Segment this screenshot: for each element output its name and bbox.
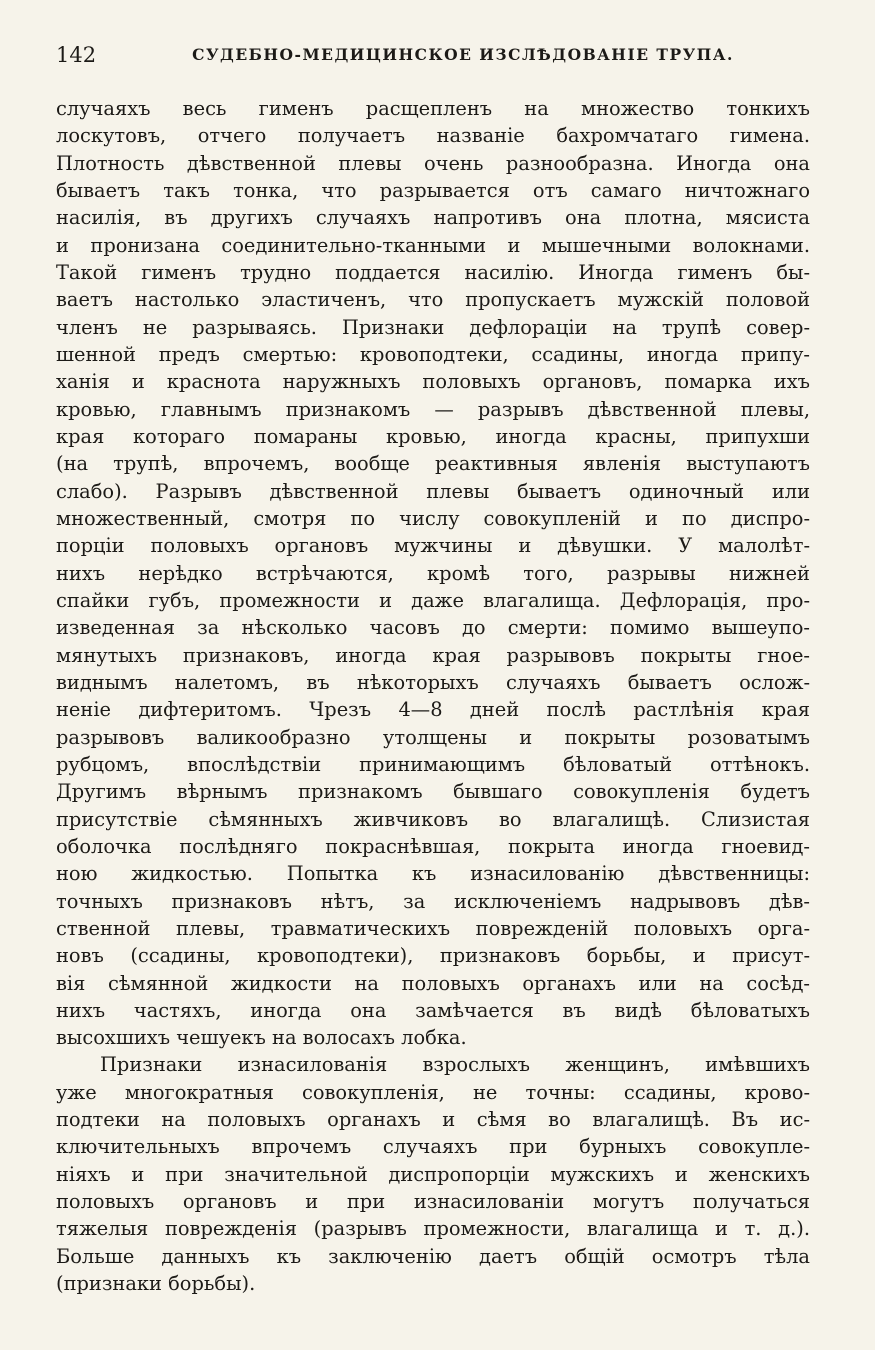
text-line: присутствіе сѣмянныхъ живчиковъ во влагалищѣ. Слизистая [56, 807, 810, 831]
text-line: насилія, въ другихъ случаяхъ напротивъ она плотна, мясиста [56, 206, 810, 230]
text-line: мянутыхъ признаковъ, иногда края разрывовъ покрыты гное- [56, 643, 810, 667]
running-head [56, 42, 810, 68]
text-line: Признаки изнасилованія взрослыхъ женщинъ, имѣвшихъ [100, 1053, 810, 1077]
text-line: новъ (ссадины, кровоподтеки), признаковъ борьбы, и присут- [56, 944, 810, 968]
text-line: (признаки борьбы). [56, 1272, 256, 1296]
running-title: СУДЕБНО-МЕДИЦИНСКОЕ ИЗСЛѢДОВАНІЕ ТРУПА. [192, 45, 734, 64]
paragraph [56, 95, 810, 1051]
text-line: Такой гименъ трудно поддается насилію. Иногда гименъ бы- [56, 260, 810, 284]
text-line: точныхъ признаковъ нѣтъ, за исключеніемъ надрывовъ дѣв- [56, 889, 810, 913]
text-line: разрывовъ валикообразно утолщены и покрыты розоватымъ [56, 725, 810, 749]
text-line: высохшихъ чешуекъ на волосахъ лобка. [56, 1026, 467, 1050]
text-line: края котораго помараны кровью, иногда красны, припухши [56, 424, 810, 448]
text-line: виднымъ налетомъ, въ нѣкоторыхъ случаяхъ бываетъ ослож- [56, 670, 810, 694]
text-line: оболочка послѣдняго покраснѣвшая, покрыта иногда гноевид- [56, 834, 810, 858]
text-line: (на трупѣ, впрочемъ, вообще реактивныя явленія выступаютъ [56, 452, 810, 476]
text-line: членъ не разрываясь. Признаки дефлораціи на трупѣ совер- [56, 315, 810, 339]
text-line: спайки губъ, промежности и даже влагалища. Дефлорація, про- [56, 588, 810, 612]
text-line: ственной плевы, травматическихъ поврежденій половыхъ орга- [56, 916, 810, 940]
text-line: уже многократныя совокупленія, не точны: ссадины, крово- [56, 1080, 810, 1104]
text-line: ваетъ настолько эластиченъ, что пропускаетъ мужскій половой [56, 288, 810, 312]
text-line: ною жидкостью. Попытка къ изнасилованію дѣвственницы: [56, 862, 810, 886]
page-number: 142 [56, 43, 97, 67]
text-line: случаяхъ весь гименъ расщепленъ на множество тонкихъ [56, 97, 810, 120]
body-text [56, 95, 810, 1297]
text-line: изведенная за нѣсколько часовъ до смерти: помимо вышеупо- [56, 616, 810, 640]
text-line: нихъ частяхъ, иногда она замѣчается въ видѣ бѣловатыхъ [56, 998, 810, 1022]
text-line: Плотность дѣвственной плевы очень разнообразна. Иногда она [56, 151, 810, 175]
text-line: Другимъ вѣрнымъ признакомъ бывшаго совокупленія будетъ [56, 780, 810, 804]
text-line: лоскутовъ, отчего получаетъ названіе бахромчатаго гимена. [56, 124, 810, 148]
text-line: Больше данныхъ къ заключенію даетъ общій осмотръ тѣла [56, 1244, 810, 1268]
paragraph [56, 1051, 810, 1297]
text-line: кровью, главнымъ признакомъ — разрывъ дѣвственной плевы, [56, 397, 810, 421]
text-line: вія сѣмянной жидкости на половыхъ органахъ или на сосѣд- [56, 971, 810, 995]
text-line: тяжелыя поврежденія (разрывъ промежности, влагалища и т. д.). [56, 1217, 810, 1241]
text-line: ніяхъ и при значительной диспропорціи мужскихъ и женскихъ [56, 1162, 810, 1186]
text-line: половыхъ органовъ и при изнасилованіи могутъ получаться [56, 1190, 810, 1214]
text-line: множественный, смотря по числу совокупленій и по диспро- [56, 506, 810, 530]
text-line: нихъ нерѣдко встрѣчаются, кромѣ того, разрывы нижней [56, 561, 810, 585]
text-line: неніе дифтеритомъ. Чрезъ 4—8 дней послѣ растлѣнія края [56, 698, 810, 722]
text-line: и пронизана соединительно-тканными и мышечными волокнами. [56, 233, 810, 257]
text-line: рубцомъ, впослѣдствіи принимающимъ бѣловатый оттѣнокъ. [56, 752, 810, 776]
text-line: ключительныхъ впрочемъ случаяхъ при бурныхъ совокупле- [56, 1135, 810, 1159]
text-line: слабо). Разрывъ дѣвственной плевы бываетъ одиночный или [56, 479, 810, 503]
text-line: порціи половыхъ органовъ мужчины и дѣвушки. У малолѣт- [56, 534, 810, 558]
text-line: бываетъ такъ тонка, что разрывается отъ самаго ничтожнаго [56, 178, 810, 202]
text-line: подтеки на половыхъ органахъ и сѣмя во влагалищѣ. Въ ис- [56, 1108, 810, 1132]
text-line: ханія и краснота наружныхъ половыхъ органовъ, помарка ихъ [56, 370, 810, 394]
text-line: шенной предъ смертью: кровоподтеки, ссадины, иногда припу- [56, 342, 810, 366]
